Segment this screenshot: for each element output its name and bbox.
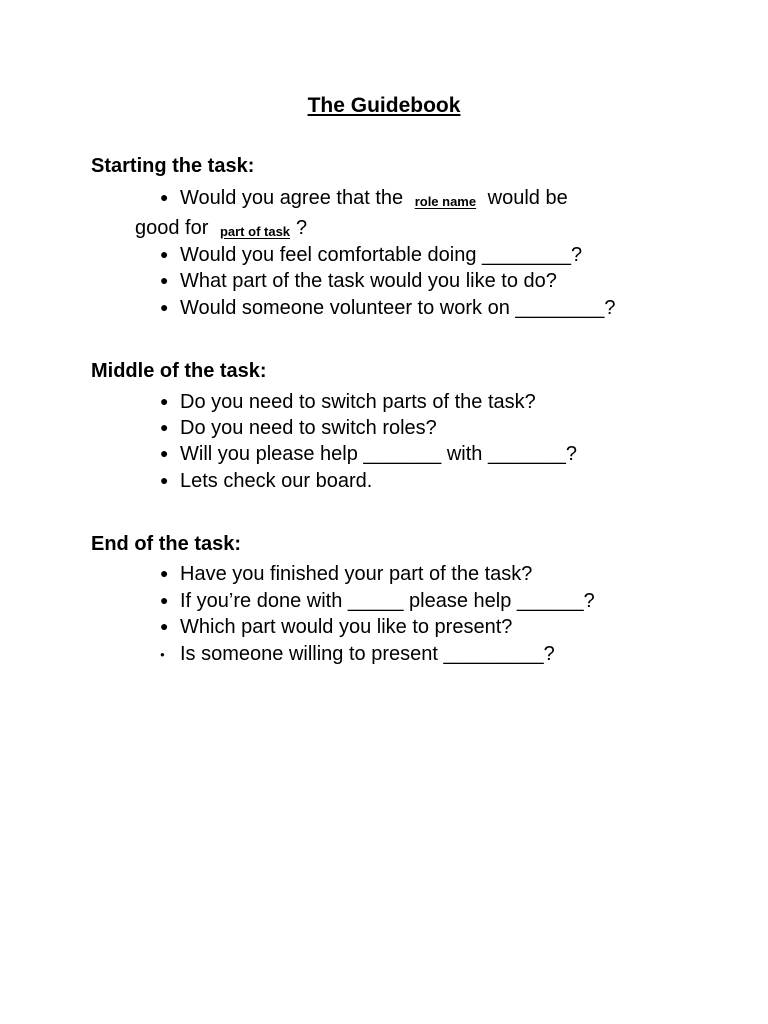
section-heading-end: End of the task: [91,533,242,555]
bullet-icon: ● [160,272,169,288]
document-title: The Guidebook [307,94,461,117]
part-of-task-field: part of task [219,224,291,239]
section-heading-start: Starting the task: [91,155,255,177]
list-item: ● Would you feel comfortable doing ________? [160,244,583,266]
role-name-field: role name [414,194,477,209]
bullet-icon: ● [160,472,169,488]
list-item: ● Is someone willing to present _________? [160,643,555,665]
list-item: ● Do you need to switch parts of the task? [160,391,536,413]
bullet-icon: ● [160,445,169,461]
bullet-icon: ● [160,650,165,659]
list-item: ● Will you please help _______ with _______? [160,443,577,465]
list-item: ● Which part would you like to present? [160,616,513,638]
list-item: ● If you’re done with _____ please help ______? [160,590,595,612]
bullet-icon: ● [160,618,169,634]
bullet-icon: ● [160,393,169,409]
bullet-icon: ● [160,246,169,262]
section-heading-middle: Middle of the task: [91,360,267,382]
list-item: ● Would you agree that the role name would be [160,187,568,209]
bullet-icon: ● [160,299,169,315]
list-item: ● Have you finished your part of the task? [160,563,533,585]
list-item: ● Would someone volunteer to work on ________? [160,297,616,319]
bullet-icon: ● [160,189,169,205]
list-item: ● What part of the task would you like to do? [160,270,557,292]
bullet-icon: ● [160,565,169,581]
list-item: ● Lets check our board. [160,470,373,492]
bullet-icon: ● [160,592,169,608]
list-item: ● Do you need to switch roles? [160,417,437,439]
list-item-continuation: good for part of task ? [135,217,308,239]
bullet-icon: ● [160,419,169,435]
